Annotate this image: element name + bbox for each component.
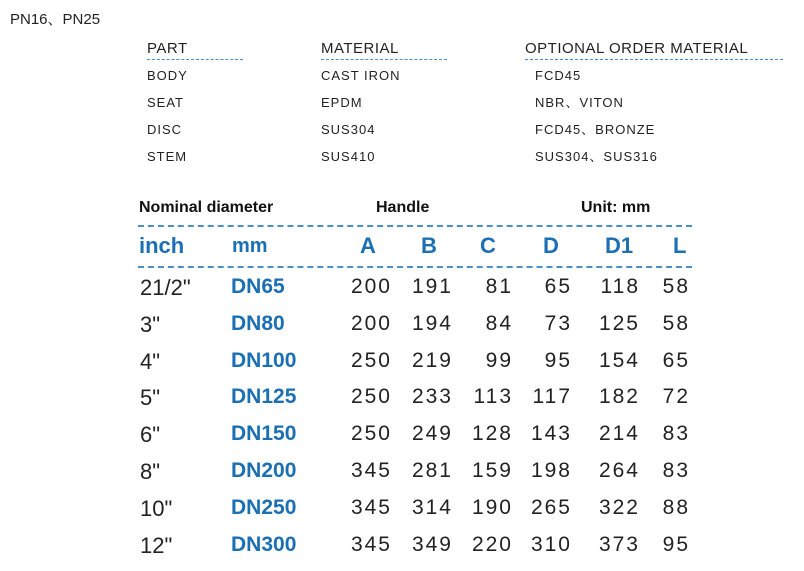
d1-cell: 118 — [600, 275, 640, 298]
dn-cell: DN100 — [231, 348, 297, 372]
dn-cell: DN80 — [231, 311, 285, 335]
materials-optional-cell: SUS304、SUS316 — [535, 149, 658, 164]
l-cell: 95 — [662, 532, 690, 556]
b-cell: 249 — [411, 422, 453, 446]
d1-cell: 373 — [598, 532, 640, 556]
materials-optional-column — [525, 40, 783, 170]
dn-cell: DN250 — [231, 495, 297, 519]
c-cell: 81 — [485, 275, 513, 298]
b-cell: 191 — [411, 275, 453, 298]
d-cell: 117 — [532, 385, 572, 409]
materials-optional-cell: NBR、VITON — [535, 95, 624, 110]
a-cell: 200 — [350, 311, 392, 335]
d-cell: 95 — [544, 348, 572, 372]
dimension-row — [0, 422, 804, 459]
column-header-b: B — [421, 233, 437, 258]
b-cell: 219 — [411, 348, 453, 372]
column-header-mm: mm — [232, 235, 268, 257]
handle-label: Handle — [376, 199, 430, 216]
d-cell: 198 — [530, 459, 572, 482]
header-divider-top — [138, 225, 692, 227]
dimension-row — [0, 275, 804, 312]
d-cell: 143 — [530, 422, 572, 446]
c-cell: 159 — [471, 459, 513, 482]
b-cell: 349 — [411, 532, 453, 556]
inch-cell: 12" — [140, 532, 173, 558]
materials-header-part: PART — [147, 40, 243, 60]
column-header-d: D — [543, 233, 559, 258]
d1-cell: 154 — [598, 348, 640, 372]
dn-cell: DN300 — [231, 532, 297, 556]
materials-part-cell: STEM — [147, 149, 188, 164]
inch-cell: 6" — [140, 422, 161, 448]
materials-material-column — [321, 40, 447, 170]
b-cell: 194 — [411, 311, 453, 335]
column-header-inch: inch — [139, 233, 185, 258]
d1-cell: 264 — [598, 459, 640, 482]
c-cell: 99 — [485, 348, 513, 372]
c-cell: 128 — [471, 422, 513, 446]
l-cell: 88 — [662, 495, 690, 519]
d-cell: 65 — [544, 275, 572, 298]
materials-part-cell: DISC — [147, 122, 183, 137]
dimension-row — [0, 349, 804, 386]
nominal-diameter-label: Nominal diameter — [139, 199, 274, 216]
materials-material-cell: CAST IRON — [321, 68, 401, 83]
d1-cell: 214 — [598, 422, 640, 446]
materials-material-cell: EPDM — [321, 95, 363, 110]
l-cell: 72 — [662, 385, 690, 409]
materials-header-material: MATERIAL — [321, 40, 447, 60]
inch-cell: 4" — [140, 348, 161, 374]
dimension-row — [0, 385, 804, 422]
a-cell: 250 — [350, 385, 392, 409]
dn-cell: DN65 — [231, 275, 285, 298]
dn-cell: DN125 — [231, 385, 297, 409]
column-header-d1: D1 — [605, 233, 634, 258]
dimension-row — [0, 533, 804, 570]
b-cell: 314 — [411, 495, 453, 519]
l-cell: 83 — [662, 459, 690, 482]
a-cell: 345 — [350, 495, 392, 519]
unit-label: Unit: mm — [581, 199, 651, 216]
pressure-rating: PN16、PN25 — [10, 11, 101, 28]
materials-part-cell: SEAT — [147, 95, 184, 110]
inch-cell: 10" — [140, 495, 173, 521]
d-cell: 73 — [544, 311, 572, 335]
l-cell: 65 — [662, 348, 690, 372]
materials-optional-cell: FCD45 — [535, 68, 582, 83]
inch-cell: 8" — [140, 459, 161, 484]
column-header-c: C — [480, 233, 496, 258]
dn-cell: DN200 — [231, 459, 297, 482]
c-cell: 84 — [485, 311, 513, 335]
a-cell: 345 — [350, 459, 392, 482]
dimension-row — [0, 312, 804, 349]
c-cell: 220 — [471, 532, 513, 556]
b-cell: 281 — [411, 459, 453, 482]
l-cell: 58 — [662, 311, 690, 335]
materials-part-column — [147, 40, 243, 170]
a-cell: 250 — [350, 422, 392, 446]
inch-cell: 21/2" — [140, 275, 191, 300]
l-cell: 58 — [662, 275, 690, 298]
a-cell: 250 — [350, 348, 392, 372]
materials-material-cell: SUS410 — [321, 149, 376, 164]
materials-header-optional: OPTIONAL ORDER MATERIAL — [525, 40, 783, 60]
column-header-l: L — [673, 233, 687, 258]
a-cell: 345 — [350, 532, 392, 556]
b-cell: 233 — [411, 385, 453, 409]
materials-optional-cell: FCD45、BRONZE — [535, 122, 656, 137]
d-cell: 265 — [530, 495, 572, 519]
column-header-a: A — [360, 233, 376, 258]
dimension-row — [0, 496, 804, 533]
c-cell: 113 — [473, 385, 513, 409]
d1-cell: 322 — [598, 495, 640, 519]
materials-material-cell: SUS304 — [321, 122, 376, 137]
materials-part-cell: BODY — [147, 68, 188, 83]
a-cell: 200 — [350, 275, 392, 298]
dimension-row — [0, 459, 804, 496]
inch-cell: 5" — [140, 385, 161, 411]
header-divider-bottom — [138, 266, 692, 268]
dn-cell: DN150 — [231, 422, 297, 446]
d1-cell: 125 — [598, 311, 640, 335]
c-cell: 190 — [471, 495, 513, 519]
d-cell: 310 — [530, 532, 572, 556]
d1-cell: 182 — [598, 385, 640, 409]
inch-cell: 3" — [140, 311, 161, 337]
l-cell: 83 — [662, 422, 690, 446]
